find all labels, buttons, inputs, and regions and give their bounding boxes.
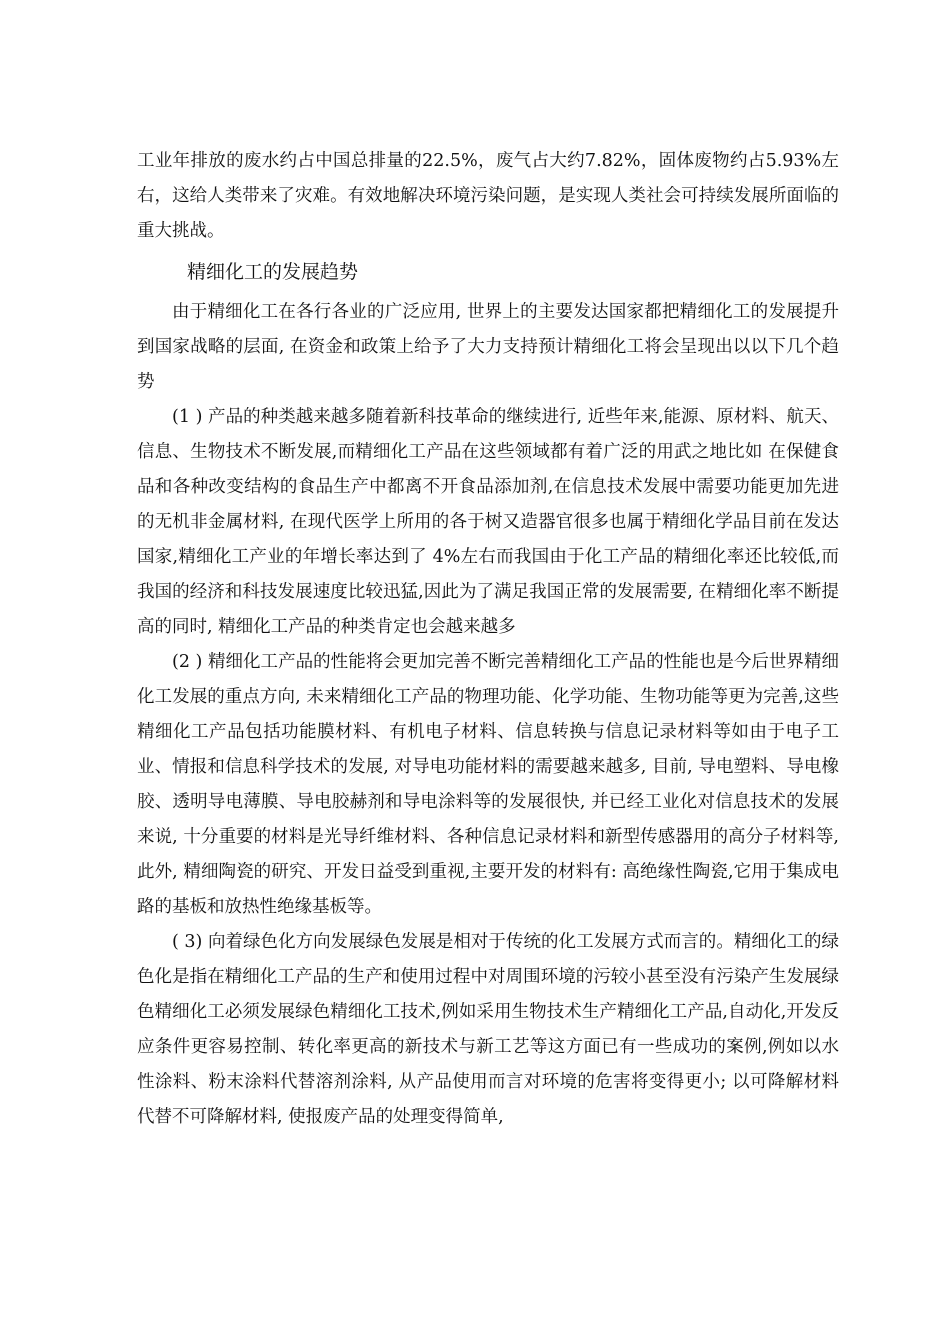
- paragraph-intro: 工业年排放的废水约占中国总排量的22.5%，废气占大约7.82%，固体废物约占5.93%左右，这给人类带来了灾难。有效地解决环境污染问题，是实现人类社会可持续发展所面临的重大挑战。: [137, 151, 839, 241]
- paragraph-lead: 由于精细化工在各行各业的广泛应用, 世界上的主要发达国家都把精细化工的发展提升到国家战略的层面, 在资金和政策上给予了大力支持预计精细化工将会呈现出以以下几个趋势: [137, 302, 839, 392]
- document-body: [137, 144, 839, 1135]
- paragraph-trend-2: (2 ) 精细化工产品的性能将会更加完善不断完善精细化工产品的性能也是今后世界精细化工发展的重点方向, 未来精细化工产品的物理功能、化学功能、生物功能等更为完善,这些精细化工产品包括功能膜材料、有机电子材料、信息转换与信息记录材料等如由于电子工业、情报和信息科学技术的发展, 对导电功能材料的需要越来越多, 目前, 导电塑料、导电橡胶、透明导电薄膜、导电胶赫剂和导电涂料等的发展很快, 并已经工业化对信息技术的发展来说, 十分重要的材料是光导纤维材料、各种信息记录材料和新型传感器用的高分子材料等,此外, 精细陶瓷的研究、开发日益受到重视,主要开发的材料有: 高绝缘性陶瓷,它用于集成电路的基板和放热性绝缘基板等。: [137, 652, 839, 917]
- paragraph-trend-1: (1 ) 产品的种类越来越多随着新科技革命的继续进行, 近些年来,能源、原材料、航天、信息、生物技术不断发展,而精细化工产品在这些领域都有着广泛的用武之地比如 在保健食品和各种改变结构的食品生产中都离不开食品添加剂,在信息技术发展中需要功能更加先进的无机非金属材料, 在现代医学上所用的各于树又造器官很多也属于精细化学品目前在发达国家,精细化工产业的年增长率达到了 4%左右而我国由于化工产品的精细化率还比较低,而我国的经济和科技发展速度比较迅猛,因此为了满足我国正常的发展需要, 在精细化率不断提高的同时, 精细化工产品的种类肯定也会越来越多: [137, 407, 839, 637]
- section-heading: 精细化工的发展趋势: [187, 261, 359, 283]
- paragraph-trend-3: ( 3) 向着绿色化方向发展绿色发展是相对于传统的化工发展方式而言的。精细化工的绿色化是指在精细化工产品的生产和使用过程中对周围环境的污较小甚至没有污染产生发展绿色精细化工必须发展绿色精细化工技术,例如采用生物技术生产精细化工产品,自动化,开发反应条件更容易控制、转化率更高的新技术与新工艺等这方面已有一些成功的案例,例如以水性涂料、粉末涂料代替溶剂涂料, 从产品使用而言对环境的危害将变得更小; 以可降解材料代替不可降解材料, 使报废产品的处理变得简单,: [137, 932, 839, 1127]
